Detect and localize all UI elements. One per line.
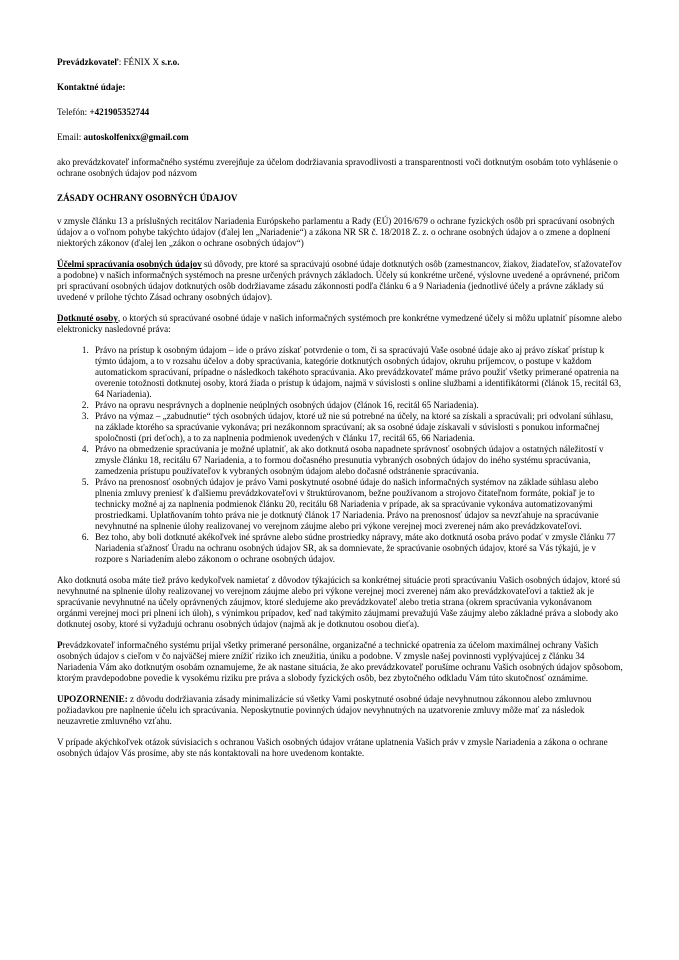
data-subjects-paragraph	[57, 313, 623, 335]
phone-line	[57, 107, 623, 118]
purposes-text: sú dôvody, pre ktoré sa spracúvajú osobné údaje dotknutých osôb (zamestnancov, žiakov, žiadateľov, sťažovateľov a podobne) v našich informačných systémoch na presne určených právnych základoch. Účely sú konkrétne určené, výslovne uvedené a oprávnené, pričom pri spracúvaní osobných údajov dotknutých osôb dodržiavame zásadu zákonnosti podľa článku 6 a 9 Nariadenia (jednotlivé účely a právne základy sú uvedené v prílohe týchto Zásad ochrany osobných údajov).	[57, 259, 622, 302]
objection-paragraph: Ako dotknutá osoba máte tiež právo kedykoľvek namietať z dôvodov týkajúcich sa konkrétnej situácie proti spracúvaniu Vašich osobných údajov, ktoré sú nevyhnutné na splnenie úlohy realizovanej vo verejnom záujme alebo pri výkone verejnej moci zverenej nám ako prevádzkovateľovi a taktiež ak je spracúvanie nevyhnutné na účely oprávnených záujmov, ktoré sledujeme ako prevádzkovateľ alebo tretia strana (okrem spracúvania vykonávanom orgánmi verejnej moci pri plnení ich úloh), s výnimkou prípadov, keď nad takýmito záujmami prevažujú Vaše záujmy alebo základné práva a slobody ako dotknutej osoby, ktoré si vyžadujú ochranu osobných údajov (najmä ak je dotknutou osobou dieťa).	[57, 575, 621, 629]
policy-document	[57, 57, 623, 769]
operator-label: Prevádzkovateľ	[57, 57, 119, 67]
warning-paragraph	[57, 694, 623, 727]
phone-number[interactable]: +421905352744	[89, 107, 150, 117]
security-paragraph	[57, 640, 623, 684]
data-subjects-text: , o ktorých sú spracúvané osobné údaje v našich informačných systémoch pre konkrétne vymedzené účely si môžu uplatniť písomne alebo elektronicky nasledovné práva:	[57, 313, 622, 334]
email-line	[57, 132, 623, 143]
list-item: 1. Právo na prístup k osobným údajom – ide o právo získať potvrdenie o tom, či sa spracúvajú Vaše osobné údaje ako aj právo získať prístup k týmto údajom, a to v rozsahu účelov a doby spracúvania, kategórie dotknutých osobných údajov, okruhu príjemcov, o postupe v každom automatickom spracúvaní, prípadne o následkoch takéhoto spracúvania. Ako prevádzkovateľ máme právo použiť všetky primerané opatrenia na overenie totožnosti dotknutej osoby, ktorá žiada o prístup k údajom, najmä v súvislosti s online službami a identifikátormi (článok 15, recitál 63, 64 Nariadenia).	[91, 345, 623, 400]
operator-name: s.r.o.	[161, 57, 180, 67]
warning-label: UPOZORNENIE:	[57, 694, 128, 704]
contact-us-paragraph: V prípade akýchkoľvek otázok súvisiacich s ochranou Vašich osobných údajov vrátane uplatnenia Vašich práv v zmysle Nariadenia a zákona o ochrane osobných údajov Vás prosíme, aby ste nás kontaktovali na hore uvedenom kontakte.	[57, 737, 608, 758]
list-item: 2. Právo na opravu nesprávnych a doplnenie neúplných osobných údajov (článok 16, recitál 65 Nariadenia).	[91, 400, 623, 411]
rights-list	[57, 345, 623, 565]
email-address[interactable]: autoskolfenixx@gmail.com	[83, 132, 189, 142]
email-label: Email:	[57, 132, 84, 142]
purposes-paragraph	[57, 259, 623, 303]
security-initial: P	[57, 640, 63, 650]
purposes-term: Účelmi spracúvania osobných údajov	[57, 259, 202, 269]
intro-paragraph: ako prevádzkovateľ informačného systému zverejňuje za účelom dodržiavania spravodlivosti a transparentnosti voči dotknutým osobám toto vyhlásenie o ochrane osobných údajov pod názvom	[57, 157, 618, 178]
operator-separator: : FÉNIX X	[118, 57, 162, 67]
security-text: revádzkovateľ informačného systému prijal všetky primerané personálne, organizačné a technické opatrenia za účelom maximálnej ochrany Vašich osobných údajov s cieľom v čo najväčšej miere znížiť riziko ich zneužitia, úniku a podobne. V zmysle našej povinnosti vyplývajúcej z článku 34 Nariadenia Vám ako dotknutým osobám oznamujeme, že ak nastane situácia, že ako prevádzkovateľ porušíme ochranu Vašich osobných údajov spôsobom, ktorým pravdepodobne povedie k vysokému riziku pre práva a slobody fyzických osôb, bez zbytočného odkladu Vám túto skutočnosť oznámime.	[57, 640, 623, 683]
list-item: 5. Právo na prenosnosť osobných údajov je právo Vami poskytnuté osobné údaje do našich informačných systémov na základe súhlasu alebo plnenia zmluvy preniesť k ďalšiemu prevádzkovateľovi v štruktúrovanom, bežne používanom a strojovo čitateľnom formáte, pokiaľ je to technicky možné aj za naplnenia podmienok článku 20, recitálu 68 Nariadenia v prípade, ak sa spracúvanie vykonáva automatizovanými prostriedkami. Uplatňovaním tohto práva nie je dotknutý článok 17 Nariadenia. Právo na prenosnosť údajov sa nevzťahuje na spracúvanie nevyhnutné na splnenie úlohy realizovanej vo verejnom záujme alebo pri výkone verejnej moci zverenej nám ako prevádzkovateľovi.	[91, 477, 623, 532]
list-item: 3. Právo na výmaz – „zabudnutie“ tých osobných údajov, ktoré už nie sú potrebné na účely, na ktoré sa získali a spracúvali; pri odvolaní súhlasu, na základe ktorého sa spracúvanie vykonáva; pri nezákonnom spracúvaní; ak sa osobné údaje získavali v súvislosti s ponukou informačnej spoločnosti (pri deťoch), a to za naplnenia podmienok uvedených v článku 17, recitál 65, 66 Nariadenia.	[91, 411, 623, 444]
operator-line	[57, 57, 623, 68]
document-title: ZÁSADY OCHRANY OSOBNÝCH ÚDAJOV	[57, 193, 238, 203]
regulation-paragraph: v zmysle článku 13 a príslušných recitálov Nariadenia Európskeho parlamentu a Rady (EÚ) 2016/679 o ochrane fyzických osôb pri spracúvaní osobných údajov a o voľnom pohybe takýchto údajov (ďalej len „Nariadenie“) a zákona NR SR č. 18/2018 Z. z. o ochrane osobných údajov a o zmene a doplnení niektorých zákonov (ďalej len „zákon o ochrane osobných údajov“)	[57, 216, 615, 248]
list-item: 4. Právo na obmedzenie spracúvania je možné uplatniť, ak ako dotknutá osoba napadnete správnosť osobných údajov a ostatných náležitostí v zmysle článku 18, recitálu 67 Nariadenia, a to formou dočasného presunutia vybraných osobných údajov do iného systému spracúvania, zamedzenia prístupu používateľov k vybraných osobným údajom alebo dočasné odstránenie spracúvania.	[91, 444, 623, 477]
warning-text: z dôvodu dodržiavania zásady minimalizácie sú všetky Vami poskytnuté osobné údaje nevyhnutnou zákonnou alebo zmluvnou požiadavkou pre naplnenie účelu ich spracúvania. Neposkytnutie povinných údajov nevyhnutných na uzatvorenie zmluvy môže mať za následok neuzavretie zmluvného vzťahu.	[57, 694, 592, 726]
contact-heading: Kontaktné údaje:	[57, 82, 126, 92]
data-subjects-term: Dotknuté osoby	[57, 313, 118, 323]
phone-label: Telefón:	[57, 107, 90, 117]
list-item: 6. Bez toho, aby boli dotknuté akékoľvek iné správne alebo súdne prostriedky nápravy, máte ako dotknutá osoba právo podať v zmysle článku 77 Nariadenia sťažnosť Úradu na ochranu osobných údajov SR, ak sa domnievate, že spracúvanie osobných údajov, ktoré sa Vás týkajú, je v rozpore s Nariadením alebo zákonom o ochrane osobných údajov.	[91, 532, 623, 565]
